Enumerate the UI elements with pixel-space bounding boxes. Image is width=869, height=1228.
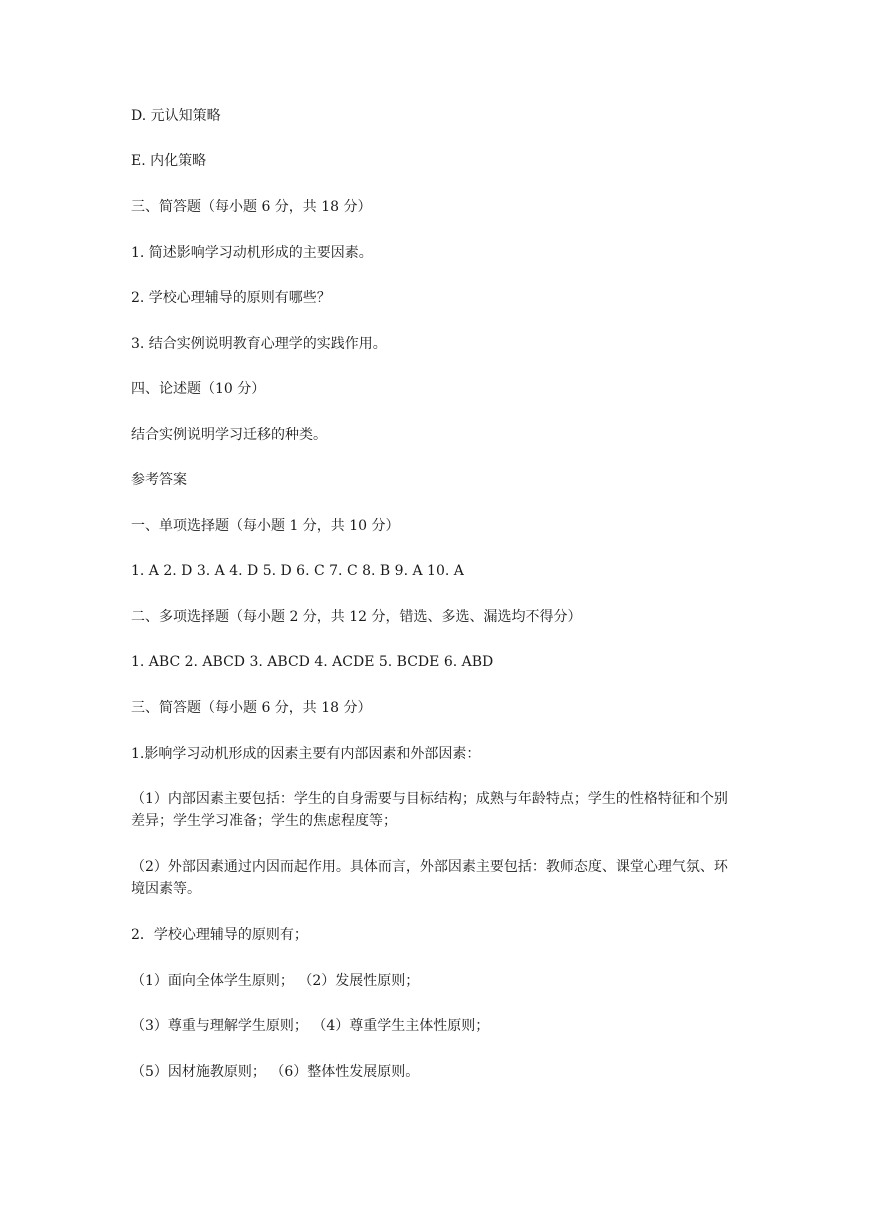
answers-heading: 参考答案: [131, 472, 187, 488]
answer-3-1-intro: 1.影响学习动机形成的因素主要有内部因素和外部因素：: [131, 746, 481, 762]
answer-section-2-values: 1. ABC 2. ABCD 3. ABCD 4. ACDE 5. BCDE 6. ABD: [131, 654, 494, 670]
answer-3-2-line-3: （5）因材施教原则； （6）整体性发展原则。: [131, 1064, 420, 1080]
question-3-3: 3. 结合实例说明教育心理学的实践作用。: [131, 336, 387, 352]
answer-section-3-heading: 三、简答题（每小题 6 分，共 18 分）: [131, 700, 372, 716]
section-4-heading: 四、论述题（10 分）: [131, 381, 266, 397]
answer-section-1-values: 1. A 2. D 3. A 4. D 5. D 6. C 7. C 8. B 9. A 10. A: [131, 563, 464, 579]
answer-3-1-internal: （1）内部因素主要包括：学生的自身需要与目标结构；成熟与年龄特点；学生的性格特征和个别差异；学生学习准备；学生的焦虑程度等；: [131, 791, 728, 829]
answer-section-1-heading: 一、单项选择题（每小题 1 分，共 10 分）: [131, 518, 400, 534]
answer-3-2-intro: 2．学校心理辅导的原则有；: [131, 927, 308, 943]
answer-section-2-heading: 二、多项选择题（每小题 2 分，共 12 分，错选、多选、漏选均不得分）: [131, 609, 582, 625]
answer-3-2-line-1: （1）面向全体学生原则； （2）发展性原则；: [131, 973, 420, 989]
option-e: E. 内化策略: [131, 153, 207, 169]
section-3-heading: 三、简答题（每小题 6 分，共 18 分）: [131, 199, 372, 215]
question-4: 结合实例说明学习迁移的种类。: [131, 427, 327, 443]
option-d: D. 元认知策略: [131, 108, 221, 124]
answer-3-1-external: （2）外部因素通过内因而起作用。具体而言，外部因素主要包括：教师态度、课堂心理气氛、环境因素等。: [131, 859, 728, 897]
question-3-2: 2. 学校心理辅导的原则有哪些？: [131, 290, 331, 306]
answer-3-2-line-2: （3）尊重与理解学生原则； （4）尊重学生主体性原则；: [131, 1018, 490, 1034]
question-3-1: 1. 简述影响学习动机形成的主要因素。: [131, 245, 373, 261]
